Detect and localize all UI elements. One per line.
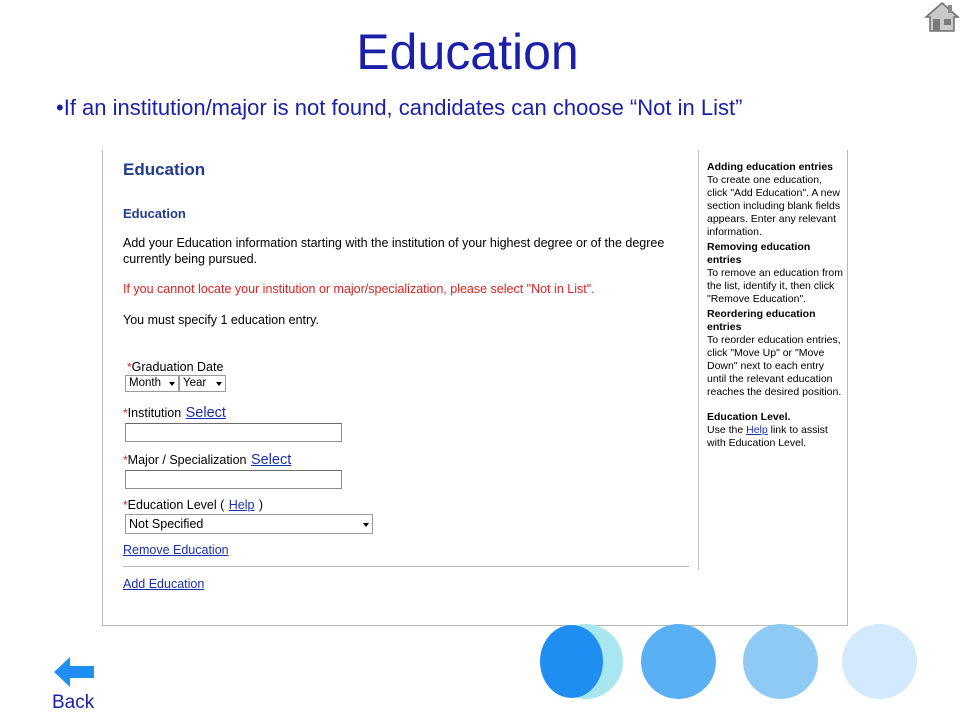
institution-label: *Institution Select [123,405,226,421]
education-level-label: *Education Level ( Help ) [123,498,264,512]
required-icon: * [127,360,132,374]
institution-select-link[interactable]: Select [185,405,226,421]
education-level-help-link[interactable]: Help [228,498,255,512]
major-label: *Major / Specialization Select [123,452,292,468]
major-select-link[interactable]: Select [250,452,292,468]
entry-requirement: You must specify 1 education entry. [123,313,319,327]
graduation-month-select[interactable]: Month [125,375,179,392]
education-form [103,150,698,625]
required-icon: * [123,453,128,467]
help-adding-text: To create one education, click "Add Education". A new section including blank fields appears. Enter any relevant information. [707,174,841,238]
institution-input[interactable] [125,423,342,442]
remove-education-link[interactable]: Remove Education [123,543,229,557]
form-heading: Education [123,160,206,179]
help-sidebar [698,150,844,570]
help-adding-title: Adding education entries [707,161,834,173]
decorative-circle-3 [743,624,818,699]
decorative-circle-1 [540,625,603,698]
required-icon: * [123,406,128,420]
divider [123,566,689,567]
decorative-circle-4 [842,624,917,699]
help-level-title: Education Level. [707,411,791,423]
screenshot-panel [102,150,848,626]
help-reordering-title: Reordering education entries [707,308,816,333]
decorative-circle-2 [641,624,716,699]
chevron-down-icon [216,382,222,386]
help-removing-text: To remove an education from the list, identify it, then click "Remove Education". [707,267,843,305]
back-arrow-icon[interactable] [54,655,94,689]
form-subheading: Education [123,206,186,221]
help-reordering-text: To reorder education entries, click "Move Up" or "Move Down" next to each entry until the relevant education reaches the desired position. [707,334,842,398]
help-level-link[interactable]: Help [746,424,768,436]
slide-bullet: •If an institution/major is not found, candidates can choose “Not in List” [56,95,743,120]
chevron-down-icon [363,523,369,527]
back-button[interactable]: Back [52,692,95,713]
chevron-down-icon [169,382,175,386]
major-input[interactable] [125,470,342,489]
form-description: Add your Education information starting with the institution of your highest degree or of the degree currently being pursued. [123,236,665,266]
education-level-select[interactable]: Not Specified [125,514,373,534]
help-removing-title: Removing education entries [707,241,811,266]
required-icon: * [123,498,128,512]
help-level-text: Use the Help link to assist with Education Level. [707,424,828,449]
not-in-list-warning: If you cannot locate your institution or major/specialization, please select "Not in List". [123,282,595,296]
add-education-link[interactable]: Add Education [123,577,205,591]
slide-title: Education [356,24,579,80]
graduation-date-label: *Graduation Date [127,360,224,374]
graduation-year-select[interactable]: Year [179,375,226,392]
